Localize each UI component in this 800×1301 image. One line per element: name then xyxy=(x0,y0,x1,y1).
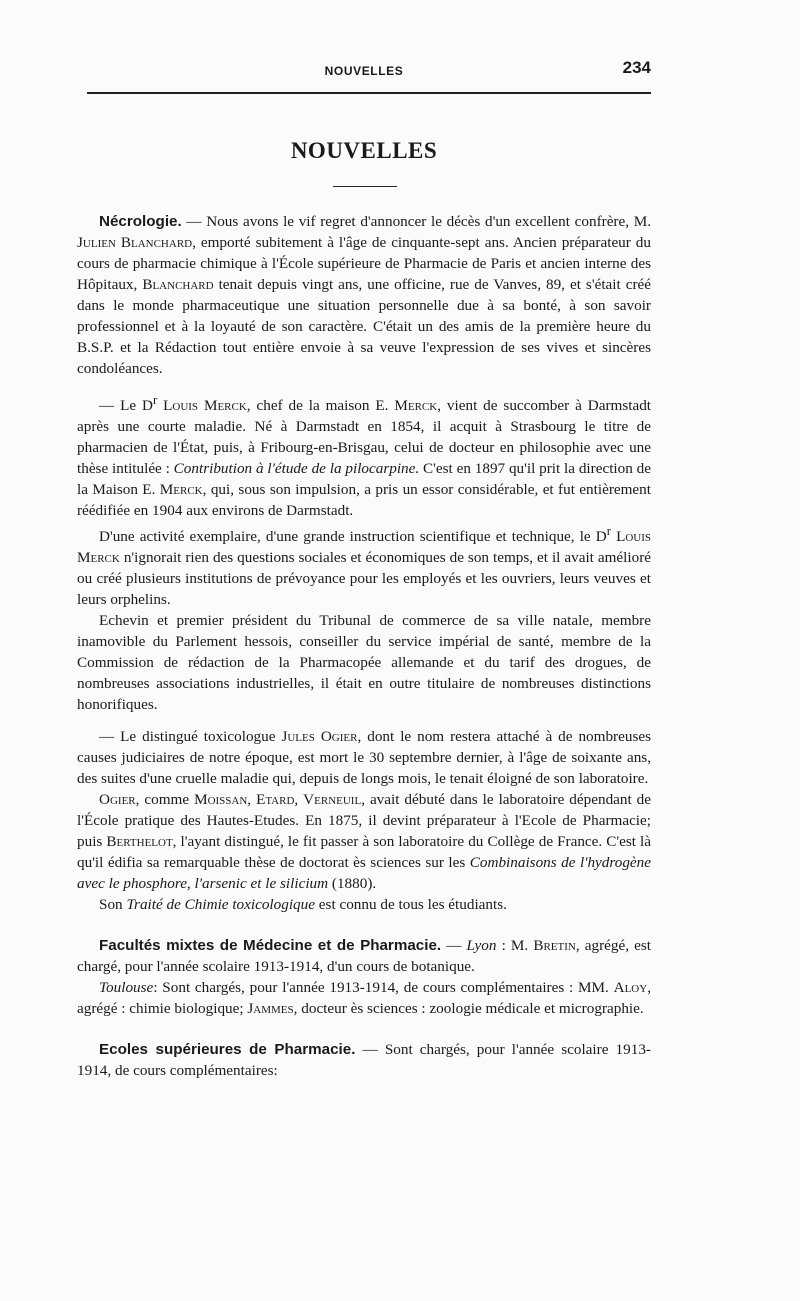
necrologie-merck-activity: D'une activité exemplaire, d'une grande instruction scientifique et technique, le $D^r$ Louis Merck n'ignorait rien des questions sociales et économiques de son temps, et il avait amélioré ou créé plusieurs institutions de prévoyance pour les employés et les ouvriers, leurs veuves et leurs orphelins. xyxy=(77,524,652,609)
necrologie-merck: — Le $D^r$ Louis Merck, chef de la maison E. Merck, vient de succomber à Darmstadt après une courte maladie. Né à Darmstadt en 1854, il acquit à Strasbourg le titre de pharmacien de l'État, puis, à Fribourg-en-Brisgau, celui de docteur en philosophie avec une thèse intitulée : Contribution à l'étude de la pilocarpine. C'est en 1897 qu'il prit la direction de la Maison E. Merck, qui, sous son impulsion, a pris un essor considérable, et fut entièrement réédifiée en 1904 aux environs de Darmstadt. xyxy=(77,393,652,520)
necrologie-ogier: — Le distingué toxicologue Jules Ogier, dont le nom restera attaché à de nombreuses causes judiciaires de notre époque, est mort le 30 septembre dernier, à l'âge de soixante ans, des suites d'une cruelle maladie qui, depuis de longs mois, le tenait éloigné de son laboratoire. xyxy=(77,728,652,788)
page-title: NOUVELLES xyxy=(290,138,438,163)
person-name: Blanchard xyxy=(142,276,214,293)
book-title: Traité de Chimie toxicologique xyxy=(126,896,315,914)
person-name: Julien Blanchard xyxy=(77,234,193,251)
person-name: Louis Merck xyxy=(77,528,652,567)
person-name: Ogier xyxy=(99,791,136,809)
facultes-lyon: Facultés mixtes de Médecine et de Pharmacie. — Lyon : M. Bretin, agrégé, est chargé, pour l'année scolaire 1913-1914, d'un cours de botanique. xyxy=(77,937,651,976)
running-head xyxy=(77,58,651,84)
person-name: Aloy xyxy=(613,979,648,997)
facultes-toulouse: Toulouse: Sont chargés, pour l'année 1913-1914, de cours complémentaires : MM. Aloy, agrégé : chimie biologique; Jammes, docteur ès sciences : zoologie médicale et micrographie. xyxy=(77,979,651,1018)
section-heading-facultes: Facultés mixtes de Médecine et de Pharmacie. xyxy=(99,937,442,955)
person-name: Jules Ogier xyxy=(281,728,358,746)
page-number: 234 xyxy=(622,58,651,77)
section-heading-necrologie: Nécrologie. xyxy=(99,213,182,230)
person-name: Louis Merck xyxy=(163,397,247,415)
person-name: Berthelot xyxy=(106,833,173,851)
article-body xyxy=(77,211,651,1081)
person-name: Bretin xyxy=(533,937,576,955)
section-heading-ecoles: Ecoles supérieures de Pharmacie. xyxy=(99,1041,356,1059)
running-title: NOUVELLES xyxy=(324,64,404,78)
header-rule xyxy=(87,92,651,94)
city-name: Lyon xyxy=(466,937,497,955)
person-name: Verneuil xyxy=(303,791,362,809)
person-name: Moissan xyxy=(194,791,248,809)
person-name: Merck xyxy=(394,397,438,415)
necrologie-ogier-career: Ogier, comme Moissan, Etard, Verneuil, avait débuté dans le laboratoire dépendant de l'École pratique des Hautes-Etudes. En 1875, il devint préparateur à l'Ecole de Pharmacie; puis Berthelot, l'ayant distingué, le fit passer à son laboratoire du Collège de France. C'est là qu'il édifia sa remarquable thèse de doctorat ès sciences sur les Combinaisons de l'hydrogène avec le phosphore, l'arsenic et le silicium (1880). xyxy=(77,791,652,893)
thesis-title: Combinaisons de l'hydrogène avec le phosphore, l'arsenic et le silicium xyxy=(77,854,651,893)
necrologie-ogier-traite: Son Traité de Chimie toxicologique est connu de tous les étudiants. xyxy=(99,896,507,914)
necrologie-blanchard: Nécrologie. — Nous avons le vif regret d'annoncer le décès d'un excellent confrère, M. Julien Blanchard, emporté subitement à l'âge de cinquante-sept ans. Ancien préparateur du cours de pharmacie chimique à l'École supérieure de Pharmacie de Paris et ancien interne des Hôpitaux, Blanchard tenait depuis vingt ans, une officine, rue de Vanves, 89, et s'était créé dans le monde pharmaceutique une situation personnelle due à sa bonté, à son savoir professionnel et à la loyauté de son caractère. C'était un des amis de la première heure du B.S.P. et la Rédaction tout entière envoie à sa veuve l'expression de ses vives et sincères condoléances. xyxy=(77,213,651,377)
ecoles-superieures: Ecoles supérieures de Pharmacie. — Sont chargés, pour l'année scolaire 1913-1914, de cours complémentaires: xyxy=(77,1041,651,1080)
thesis-title: Contribution à l'étude de la pilocarpine. xyxy=(173,460,420,478)
city-name: Toulouse xyxy=(99,979,154,997)
person-name: Merck xyxy=(159,481,203,499)
title-rule xyxy=(333,186,397,187)
necrologie-merck-honours: Echevin et premier président du Tribunal de commerce de sa ville natale, membre inamovible du Parlement hessois, conseiller du service impérial de santé, membre de la Commission de rédaction de la Pharmacopée allemande et du tarif des drogues, de nombreuses associations industrielles, il était en outre titulaire de nombreuses distinctions honorifiques. xyxy=(77,612,651,714)
person-name: Jammes xyxy=(247,1000,294,1018)
person-name: Etard xyxy=(256,791,295,809)
